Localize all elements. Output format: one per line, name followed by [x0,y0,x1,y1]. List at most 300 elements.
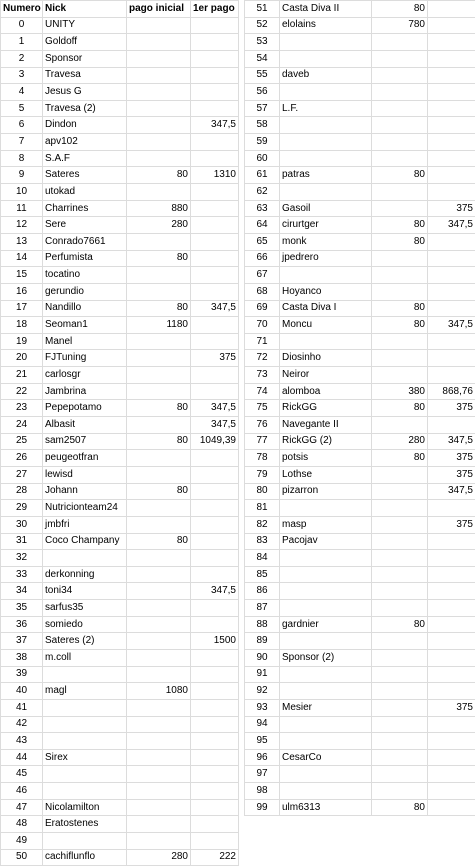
cell-nick[interactable]: Nandillo [43,300,127,317]
cell-primer-pago[interactable] [191,699,239,716]
cell-numero[interactable]: 19 [1,333,43,350]
cell-nick[interactable]: Mesier [280,699,372,716]
cell-nick[interactable]: gardnier [280,616,372,633]
cell-nick[interactable]: jmbfri [43,516,127,533]
cell-numero[interactable]: 82 [245,516,280,533]
cell-numero[interactable]: 98 [245,783,280,800]
cell-pago-inicial[interactable] [127,84,191,101]
cell-primer-pago[interactable] [428,649,475,666]
cell-pago-inicial[interactable] [127,466,191,483]
cell-numero[interactable]: 90 [245,649,280,666]
cell-pago-inicial[interactable] [127,799,191,816]
cell-nick[interactable]: Gasoil [280,200,372,217]
cell-primer-pago[interactable] [428,117,475,134]
cell-pago-inicial[interactable]: 280 [127,849,191,866]
cell-nick[interactable]: Jambrina [43,383,127,400]
cell-nick[interactable] [43,833,127,850]
cell-numero[interactable]: 35 [1,600,43,617]
cell-pago-inicial[interactable] [127,516,191,533]
cell-nick[interactable] [280,583,372,600]
cell-nick[interactable] [280,333,372,350]
cell-pago-inicial[interactable] [127,350,191,367]
cell-primer-pago[interactable]: 375 [191,350,239,367]
cell-numero[interactable]: 89 [245,633,280,650]
cell-nick[interactable] [43,783,127,800]
cell-nick[interactable]: Moncu [280,317,372,334]
cell-nick[interactable]: sam2507 [43,433,127,450]
cell-nick[interactable]: daveb [280,67,372,84]
cell-nick[interactable] [280,84,372,101]
cell-nick[interactable]: Casta Diva I [280,300,372,317]
cell-numero[interactable]: 10 [1,184,43,201]
cell-primer-pago[interactable]: 1500 [191,633,239,650]
cell-nick[interactable]: magl [43,683,127,700]
cell-pago-inicial[interactable] [372,500,428,517]
cell-pago-inicial[interactable] [127,583,191,600]
cell-primer-pago[interactable] [191,833,239,850]
cell-primer-pago[interactable] [428,333,475,350]
cell-primer-pago[interactable] [191,184,239,201]
cell-pago-inicial[interactable] [372,150,428,167]
cell-numero[interactable]: 48 [1,816,43,833]
cell-nick[interactable] [280,184,372,201]
cell-pago-inicial[interactable] [127,100,191,117]
cell-numero[interactable]: 7 [1,134,43,151]
cell-nick[interactable] [280,633,372,650]
cell-primer-pago[interactable] [191,600,239,617]
cell-nick[interactable]: derkonning [43,566,127,583]
cell-primer-pago[interactable] [191,383,239,400]
cell-nick[interactable]: RickGG [280,400,372,417]
cell-primer-pago[interactable] [428,633,475,650]
cell-primer-pago[interactable] [191,200,239,217]
cell-pago-inicial[interactable] [372,350,428,367]
cell-primer-pago[interactable]: 1049,39 [191,433,239,450]
cell-primer-pago[interactable] [428,533,475,550]
cell-numero[interactable]: 79 [245,466,280,483]
cell-primer-pago[interactable] [191,716,239,733]
cell-nick[interactable]: alomboa [280,383,372,400]
cell-nick[interactable] [43,666,127,683]
cell-numero[interactable]: 13 [1,233,43,250]
cell-numero[interactable]: 44 [1,749,43,766]
cell-nick[interactable]: somiedo [43,616,127,633]
cell-numero[interactable]: 51 [245,1,280,18]
cell-pago-inicial[interactable] [127,417,191,434]
cell-primer-pago[interactable] [428,67,475,84]
cell-primer-pago[interactable] [428,367,475,384]
cell-primer-pago[interactable]: 347,5 [428,483,475,500]
cell-pago-inicial[interactable] [127,550,191,567]
cell-pago-inicial[interactable] [372,117,428,134]
cell-nick[interactable]: tocatino [43,267,127,284]
cell-primer-pago[interactable] [428,34,475,51]
cell-nick[interactable]: carlosgr [43,367,127,384]
cell-nick[interactable]: Albasit [43,417,127,434]
cell-pago-inicial[interactable] [372,666,428,683]
cell-nick[interactable] [280,550,372,567]
cell-nick[interactable]: jpedrero [280,250,372,267]
cell-pago-inicial[interactable] [372,84,428,101]
cell-primer-pago[interactable] [428,267,475,284]
cell-primer-pago[interactable] [428,566,475,583]
cell-primer-pago[interactable] [428,1,475,18]
cell-nick[interactable]: Sere [43,217,127,234]
cell-pago-inicial[interactable] [127,450,191,467]
cell-primer-pago[interactable]: 375 [428,200,475,217]
cell-nick[interactable] [43,699,127,716]
cell-nick[interactable]: Perfumista [43,250,127,267]
cell-primer-pago[interactable] [428,799,475,816]
cell-primer-pago[interactable]: 347,5 [191,117,239,134]
cell-numero[interactable]: 39 [1,666,43,683]
cell-numero[interactable]: 77 [245,433,280,450]
cell-nick[interactable]: S.A.F [43,150,127,167]
cell-primer-pago[interactable] [191,666,239,683]
cell-numero[interactable]: 58 [245,117,280,134]
cell-primer-pago[interactable] [428,600,475,617]
cell-primer-pago[interactable]: 347,5 [428,317,475,334]
cell-primer-pago[interactable] [428,50,475,67]
cell-nick[interactable]: elolains [280,17,372,34]
cell-nick[interactable]: potsis [280,450,372,467]
cell-nick[interactable]: Sponsor [43,50,127,67]
cell-numero[interactable]: 53 [245,34,280,51]
cell-pago-inicial[interactable] [372,649,428,666]
cell-numero[interactable]: 47 [1,799,43,816]
cell-pago-inicial[interactable]: 80 [372,300,428,317]
cell-numero[interactable]: 21 [1,367,43,384]
cell-primer-pago[interactable] [428,616,475,633]
cell-primer-pago[interactable] [191,100,239,117]
cell-primer-pago[interactable] [428,250,475,267]
cell-primer-pago[interactable] [191,217,239,234]
cell-nick[interactable]: Travesa (2) [43,100,127,117]
cell-primer-pago[interactable]: 375 [428,466,475,483]
cell-primer-pago[interactable] [428,500,475,517]
cell-numero[interactable]: 67 [245,267,280,284]
cell-nick[interactable]: Casta Diva II [280,1,372,18]
cell-nick[interactable] [43,733,127,750]
cell-numero[interactable]: 45 [1,766,43,783]
cell-pago-inicial[interactable]: 1180 [127,317,191,334]
cell-numero[interactable]: 40 [1,683,43,700]
cell-nick[interactable]: UNITY [43,17,127,34]
cell-numero[interactable]: 4 [1,84,43,101]
cell-numero[interactable]: 96 [245,749,280,766]
cell-primer-pago[interactable] [191,267,239,284]
cell-pago-inicial[interactable] [372,566,428,583]
cell-numero[interactable]: 17 [1,300,43,317]
cell-numero[interactable]: 56 [245,84,280,101]
cell-pago-inicial[interactable] [127,67,191,84]
cell-primer-pago[interactable]: 347,5 [191,417,239,434]
cell-pago-inicial[interactable] [372,716,428,733]
cell-primer-pago[interactable] [428,134,475,151]
cell-pago-inicial[interactable]: 80 [372,167,428,184]
cell-primer-pago[interactable] [428,167,475,184]
cell-pago-inicial[interactable] [127,50,191,67]
cell-nick[interactable]: Pacojav [280,533,372,550]
cell-primer-pago[interactable] [428,150,475,167]
cell-primer-pago[interactable] [191,533,239,550]
cell-numero[interactable]: 57 [245,100,280,117]
cell-numero[interactable]: 54 [245,50,280,67]
cell-numero[interactable]: 27 [1,466,43,483]
cell-pago-inicial[interactable]: 80 [127,300,191,317]
cell-primer-pago[interactable] [191,34,239,51]
cell-pago-inicial[interactable] [127,333,191,350]
cell-pago-inicial[interactable] [372,516,428,533]
cell-nick[interactable] [43,766,127,783]
cell-nick[interactable]: FJTuning [43,350,127,367]
cell-primer-pago[interactable]: 1310 [191,167,239,184]
cell-primer-pago[interactable]: 375 [428,516,475,533]
cell-nick[interactable]: Seoman1 [43,317,127,334]
cell-primer-pago[interactable] [428,583,475,600]
cell-numero[interactable]: 5 [1,100,43,117]
cell-numero[interactable]: 99 [245,799,280,816]
cell-numero[interactable]: 11 [1,200,43,217]
cell-pago-inicial[interactable] [372,733,428,750]
cell-numero[interactable]: 95 [245,733,280,750]
cell-numero[interactable]: 20 [1,350,43,367]
cell-pago-inicial[interactable] [372,50,428,67]
cell-primer-pago[interactable] [191,733,239,750]
cell-pago-inicial[interactable]: 80 [372,317,428,334]
cell-numero[interactable]: 30 [1,516,43,533]
cell-pago-inicial[interactable]: 280 [127,217,191,234]
cell-nick[interactable]: Sateres [43,167,127,184]
cell-pago-inicial[interactable] [127,134,191,151]
cell-primer-pago[interactable] [191,450,239,467]
cell-nick[interactable]: lewisd [43,466,127,483]
cell-numero[interactable]: 80 [245,483,280,500]
cell-nick[interactable] [280,50,372,67]
cell-numero[interactable]: 1 [1,34,43,51]
cell-nick[interactable]: Hoyanco [280,283,372,300]
cell-numero[interactable]: 15 [1,267,43,284]
cell-nick[interactable]: Travesa [43,67,127,84]
cell-pago-inicial[interactable] [127,600,191,617]
cell-numero[interactable]: 60 [245,150,280,167]
cell-primer-pago[interactable] [428,100,475,117]
cell-pago-inicial[interactable]: 280 [372,433,428,450]
cell-nick[interactable] [280,716,372,733]
cell-numero[interactable]: 28 [1,483,43,500]
cell-pago-inicial[interactable] [127,833,191,850]
cell-pago-inicial[interactable] [127,783,191,800]
cell-numero[interactable]: 62 [245,184,280,201]
cell-nick[interactable]: L.F. [280,100,372,117]
cell-nick[interactable]: Navegante II [280,417,372,434]
cell-numero[interactable]: 83 [245,533,280,550]
cell-pago-inicial[interactable] [372,333,428,350]
cell-primer-pago[interactable]: 222 [191,849,239,866]
cell-primer-pago[interactable] [191,649,239,666]
cell-primer-pago[interactable] [428,233,475,250]
cell-primer-pago[interactable]: 375 [428,450,475,467]
cell-numero[interactable]: 46 [1,783,43,800]
cell-pago-inicial[interactable] [127,267,191,284]
cell-pago-inicial[interactable] [372,583,428,600]
cell-pago-inicial[interactable] [127,699,191,716]
cell-primer-pago[interactable] [191,500,239,517]
cell-primer-pago[interactable] [191,766,239,783]
cell-numero[interactable]: 42 [1,716,43,733]
cell-numero[interactable]: 37 [1,633,43,650]
cell-numero[interactable]: 94 [245,716,280,733]
cell-nick[interactable]: RickGG (2) [280,433,372,450]
cell-nick[interactable]: gerundio [43,283,127,300]
cell-nick[interactable]: utokad [43,184,127,201]
cell-numero[interactable]: 18 [1,317,43,334]
cell-nick[interactable] [280,150,372,167]
cell-pago-inicial[interactable] [127,733,191,750]
cell-nick[interactable] [43,550,127,567]
cell-numero[interactable]: 76 [245,417,280,434]
cell-pago-inicial[interactable] [127,633,191,650]
cell-nick[interactable]: Conrado7661 [43,233,127,250]
cell-primer-pago[interactable] [428,783,475,800]
cell-pago-inicial[interactable] [127,666,191,683]
cell-nick[interactable]: Jesus G [43,84,127,101]
cell-primer-pago[interactable] [191,17,239,34]
cell-primer-pago[interactable] [191,134,239,151]
cell-primer-pago[interactable] [191,466,239,483]
cell-primer-pago[interactable] [191,50,239,67]
cell-pago-inicial[interactable] [372,633,428,650]
cell-primer-pago[interactable]: 347,5 [191,300,239,317]
cell-pago-inicial[interactable] [372,466,428,483]
cell-pago-inicial[interactable] [127,566,191,583]
cell-pago-inicial[interactable]: 380 [372,383,428,400]
cell-nick[interactable] [280,683,372,700]
cell-pago-inicial[interactable] [372,766,428,783]
cell-pago-inicial[interactable] [372,699,428,716]
cell-pago-inicial[interactable] [127,616,191,633]
cell-pago-inicial[interactable] [372,600,428,617]
cell-pago-inicial[interactable] [372,67,428,84]
cell-primer-pago[interactable]: 347,5 [428,217,475,234]
cell-numero[interactable]: 93 [245,699,280,716]
cell-primer-pago[interactable]: 347,5 [428,433,475,450]
cell-pago-inicial[interactable]: 1080 [127,683,191,700]
cell-numero[interactable]: 86 [245,583,280,600]
cell-pago-inicial[interactable]: 80 [127,533,191,550]
cell-numero[interactable]: 85 [245,566,280,583]
cell-primer-pago[interactable] [191,566,239,583]
cell-primer-pago[interactable]: 347,5 [191,400,239,417]
cell-nick[interactable]: Johann [43,483,127,500]
cell-numero[interactable]: 16 [1,283,43,300]
cell-numero[interactable]: 26 [1,450,43,467]
cell-numero[interactable]: 92 [245,683,280,700]
cell-primer-pago[interactable] [191,333,239,350]
cell-nick[interactable]: monk [280,233,372,250]
cell-primer-pago[interactable] [428,716,475,733]
cell-numero[interactable]: 38 [1,649,43,666]
cell-numero[interactable]: 70 [245,317,280,334]
cell-nick[interactable]: Lothse [280,466,372,483]
cell-pago-inicial[interactable]: 80 [127,250,191,267]
cell-pago-inicial[interactable] [372,200,428,217]
cell-pago-inicial[interactable]: 80 [372,233,428,250]
cell-primer-pago[interactable] [191,616,239,633]
cell-primer-pago[interactable] [428,184,475,201]
cell-nick[interactable]: Manel [43,333,127,350]
cell-nick[interactable]: m.coll [43,649,127,666]
cell-pago-inicial[interactable]: 80 [372,400,428,417]
cell-nick[interactable]: patras [280,167,372,184]
cell-nick[interactable]: masp [280,516,372,533]
cell-nick[interactable]: CesarCo [280,749,372,766]
cell-primer-pago[interactable] [428,766,475,783]
cell-nick[interactable]: Neiror [280,367,372,384]
cell-nick[interactable]: cachiflunflo [43,849,127,866]
cell-numero[interactable]: 8 [1,150,43,167]
cell-primer-pago[interactable] [191,550,239,567]
cell-primer-pago[interactable] [428,350,475,367]
cell-numero[interactable]: 2 [1,50,43,67]
cell-nick[interactable] [280,500,372,517]
cell-pago-inicial[interactable] [127,367,191,384]
cell-primer-pago[interactable] [191,150,239,167]
cell-nick[interactable] [280,117,372,134]
cell-primer-pago[interactable] [191,317,239,334]
cell-numero[interactable]: 59 [245,134,280,151]
cell-pago-inicial[interactable]: 780 [372,17,428,34]
cell-numero[interactable]: 24 [1,417,43,434]
cell-nick[interactable] [280,766,372,783]
cell-nick[interactable]: sarfus35 [43,600,127,617]
cell-primer-pago[interactable] [191,67,239,84]
cell-pago-inicial[interactable]: 80 [372,217,428,234]
cell-pago-inicial[interactable]: 80 [127,483,191,500]
cell-nick[interactable]: Charrines [43,200,127,217]
cell-pago-inicial[interactable]: 880 [127,200,191,217]
cell-pago-inicial[interactable]: 80 [372,799,428,816]
cell-numero[interactable]: 31 [1,533,43,550]
cell-nick[interactable] [280,600,372,617]
cell-pago-inicial[interactable] [372,783,428,800]
cell-nick[interactable]: Pepepotamo [43,400,127,417]
cell-numero[interactable]: 25 [1,433,43,450]
cell-numero[interactable]: 64 [245,217,280,234]
cell-primer-pago[interactable] [428,17,475,34]
cell-primer-pago[interactable] [428,550,475,567]
cell-numero[interactable]: 49 [1,833,43,850]
cell-pago-inicial[interactable] [127,117,191,134]
cell-primer-pago[interactable] [191,233,239,250]
cell-numero[interactable]: 52 [245,17,280,34]
cell-numero[interactable]: 87 [245,600,280,617]
cell-numero[interactable]: 66 [245,250,280,267]
cell-pago-inicial[interactable] [372,100,428,117]
cell-primer-pago[interactable] [191,250,239,267]
cell-numero[interactable]: 23 [1,400,43,417]
cell-pago-inicial[interactable] [127,34,191,51]
cell-pago-inicial[interactable]: 80 [372,1,428,18]
cell-pago-inicial[interactable] [127,816,191,833]
cell-primer-pago[interactable] [191,749,239,766]
cell-pago-inicial[interactable] [372,184,428,201]
cell-pago-inicial[interactable]: 80 [127,167,191,184]
cell-nick[interactable] [280,666,372,683]
cell-numero[interactable]: 91 [245,666,280,683]
cell-nick[interactable]: Coco Champany [43,533,127,550]
cell-primer-pago[interactable] [428,300,475,317]
